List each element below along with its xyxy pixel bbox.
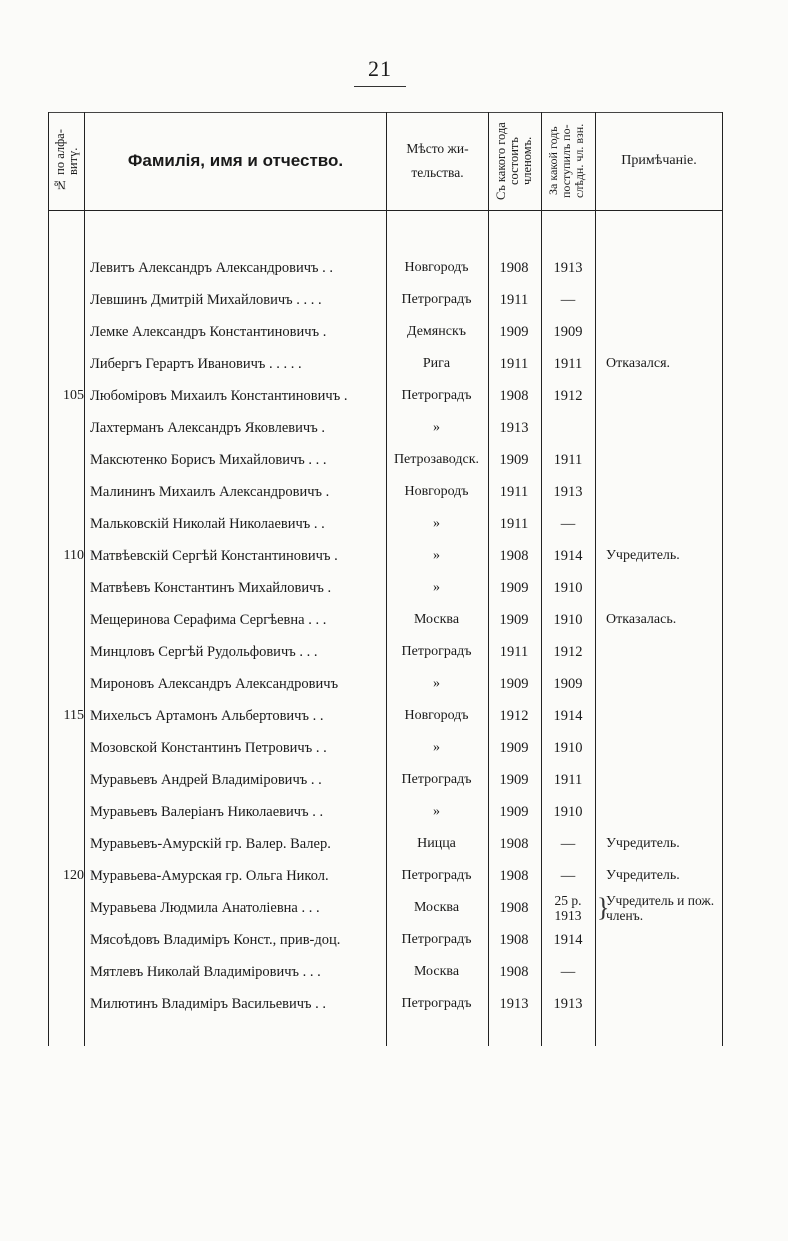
cell-fee: 1910 (553, 612, 583, 628)
cell-name: Муравьева Людмила Анатоліевна . . . (90, 900, 320, 916)
cell-place: Новгородъ (404, 708, 469, 723)
cell-place: Новгородъ (404, 484, 469, 499)
cell-fee: 1909 (553, 324, 583, 340)
cell-place: Петроградъ (401, 292, 472, 307)
cell-name: Муравьева-Амурская гр. Ольга Никол. (90, 868, 329, 884)
cell-name: Муравьевъ Андрей Владиміровичъ . . (90, 772, 322, 788)
header-note-label: Примѣчаніе. (621, 153, 697, 168)
cell-name: Минцловъ Сергѣй Рудольфовичъ . . . (90, 644, 318, 660)
cell-fee: 1913 (553, 260, 583, 276)
cell-name: Мещеринова Серафима Сергѣевна . . . (90, 612, 327, 628)
column-divider-right (722, 112, 723, 1046)
cell-since: 1908 (499, 964, 529, 980)
cell-fee: — (560, 516, 576, 532)
table-row (48, 604, 722, 636)
cell-name: Малининъ Михаилъ Александровичъ . (90, 484, 330, 500)
note-brace: } (597, 893, 610, 922)
table-row (48, 572, 722, 604)
header-number-label: № по алфа-витү. (52, 129, 80, 193)
cell-since: 1909 (499, 612, 529, 628)
cell-place: Петроградъ (401, 868, 472, 883)
table-row (48, 316, 722, 348)
table-row (48, 412, 722, 444)
cell-name: Левитъ Александръ Александровичъ . . (90, 260, 334, 276)
cell-fee: 25 р. 1913 (554, 893, 582, 923)
cell-since: 1911 (499, 644, 529, 660)
cell-fee: 1913 (553, 484, 583, 500)
cell-num: 120 (63, 868, 84, 883)
cell-place: » (433, 420, 440, 435)
cell-num: 115 (63, 708, 84, 723)
cell-place: » (433, 548, 440, 563)
table-row (48, 828, 722, 860)
table-row (48, 508, 722, 540)
cell-place: » (433, 580, 440, 595)
cell-name: Матвѣевъ Константинъ Михайловичъ . (90, 580, 332, 596)
table-row (48, 700, 722, 732)
cell-place: Петроградъ (401, 932, 472, 947)
cell-name: Максютенко Борисъ Михайловичъ . . . (90, 452, 327, 468)
cell-place: Петроградъ (401, 996, 472, 1011)
cell-place: Демянскъ (407, 324, 466, 339)
table-row (48, 732, 722, 764)
cell-fee: — (560, 868, 576, 884)
cell-since: 1909 (499, 804, 529, 820)
cell-name: Мятлевъ Николай Владиміровичъ . . . (90, 964, 321, 980)
cell-since: 1911 (499, 356, 529, 372)
cell-name: Мальковскій Николай Николаевичъ . . (90, 516, 325, 532)
table-row (48, 636, 722, 668)
cell-since: 1911 (499, 516, 529, 532)
cell-name: Лахтерманъ Александръ Яковлевичъ . (90, 420, 325, 436)
cell-place: » (433, 804, 440, 819)
cell-since: 1908 (499, 548, 529, 564)
cell-since: 1909 (499, 740, 529, 756)
cell-place: Петроградъ (401, 772, 472, 787)
cell-since: 1911 (499, 292, 529, 308)
table-row (48, 924, 722, 956)
cell-since: 1909 (499, 676, 529, 692)
header-fee-year (542, 112, 595, 210)
cell-since: 1908 (499, 836, 529, 852)
cell-place: Новгородъ (404, 260, 469, 275)
table-row (48, 668, 722, 700)
cell-place: » (433, 740, 440, 755)
cell-num: 105 (63, 388, 84, 403)
cell-since: 1909 (499, 580, 529, 596)
header-number (49, 112, 84, 210)
cell-fee: — (560, 964, 576, 980)
cell-since: 1909 (499, 452, 529, 468)
cell-fee: 1914 (553, 932, 583, 948)
cell-note: Отказался. (606, 356, 671, 371)
cell-since: 1908 (499, 932, 529, 948)
cell-fee: 1911 (553, 452, 583, 468)
cell-note: Учредитель и пож. членъ. (606, 893, 715, 923)
cell-name: Мозовской Константинъ Петровичъ . . (90, 740, 327, 756)
cell-note: Учредитель. (606, 868, 680, 883)
cell-place: Ницца (417, 836, 456, 851)
cell-fee: 1911 (553, 356, 583, 372)
cell-fee: 1910 (553, 740, 583, 756)
cell-since: 1913 (499, 420, 529, 436)
table-row (48, 540, 722, 572)
cell-fee: 1910 (553, 804, 583, 820)
header-note (596, 112, 722, 210)
cell-since: 1909 (499, 324, 529, 340)
cell-fee: — (560, 292, 576, 308)
table-row (48, 956, 722, 988)
table-row (48, 348, 722, 380)
table-row (48, 796, 722, 828)
cell-name: Мироновъ Александръ Александровичъ (90, 676, 339, 692)
cell-name: Муравьевъ-Амурскій гр. Валер. Валер. (90, 836, 331, 852)
table-row (48, 284, 722, 316)
member-register-table (48, 112, 722, 1046)
cell-place: Рига (422, 356, 451, 371)
table-row (48, 860, 722, 892)
cell-place: Москва (413, 612, 460, 627)
cell-since: 1911 (499, 484, 529, 500)
cell-fee: 1913 (553, 996, 583, 1012)
cell-place: Петрозаводск. (393, 452, 480, 467)
header-residence-label: Мѣсто жи-тельства. (406, 141, 469, 180)
table-row (48, 892, 722, 924)
cell-place: Петроградъ (401, 644, 472, 659)
cell-fee: — (560, 836, 576, 852)
cell-name: Любоміровъ Михаилъ Константиновичъ . (90, 388, 348, 404)
cell-place: Москва (413, 900, 460, 915)
cell-since: 1908 (499, 900, 529, 916)
cell-fee: 1912 (553, 644, 583, 660)
table-row (48, 444, 722, 476)
cell-place: Петроградъ (401, 388, 472, 403)
cell-name: Левшинъ Дмитрій Михайловичъ . . . . (90, 292, 322, 308)
cell-name: Милютинъ Владиміръ Васильевичъ . . (90, 996, 327, 1012)
cell-since: 1912 (499, 708, 529, 724)
cell-fee: 1910 (553, 580, 583, 596)
cell-place: » (433, 676, 440, 691)
page-number-rule (354, 86, 406, 87)
header-name (85, 112, 386, 210)
header-member-since (489, 112, 541, 210)
cell-note: Учредитель. (606, 836, 680, 851)
cell-fee: 1914 (553, 548, 583, 564)
table-row (48, 252, 722, 284)
cell-since: 1908 (499, 868, 529, 884)
cell-fee: 1912 (553, 388, 583, 404)
cell-name: Муравьевъ Валеріанъ Николаевичъ . . (90, 804, 324, 820)
page-number: 21 (368, 56, 392, 81)
header-bottom-rule (48, 210, 722, 211)
table-row (48, 764, 722, 796)
header-member-since-label: Съ какого года состоитъ членомъ. (494, 122, 534, 200)
cell-num: 110 (63, 548, 84, 563)
cell-name: Матвѣевскій Сергѣй Константиновичъ . (90, 548, 338, 564)
cell-fee: 1909 (553, 676, 583, 692)
cell-since: 1909 (499, 772, 529, 788)
cell-place: » (433, 516, 440, 531)
header-residence (387, 112, 488, 210)
cell-since: 1908 (499, 260, 529, 276)
cell-name: Мясоѣдовъ Владиміръ Конст., прив-доц. (90, 932, 341, 948)
cell-name: Либергъ Герартъ Ивановичъ . . . . . (90, 356, 302, 372)
header-fee-year-label: За какой годъ поступилъ по-слѣдн. чл. взн. (545, 123, 586, 199)
cell-fee: 1914 (553, 708, 583, 724)
cell-since: 1908 (499, 388, 529, 404)
cell-note: Отказалась. (606, 612, 677, 627)
cell-since: 1913 (499, 996, 529, 1012)
header-name-label: Фамилія, имя и отчество. (127, 151, 344, 170)
cell-fee: 1911 (553, 772, 583, 788)
cell-name: Михельсъ Артамонъ Альбертовичъ . . (90, 708, 324, 724)
cell-place: Москва (413, 964, 460, 979)
cell-name: Лемке Александръ Константиновичъ . (90, 324, 327, 340)
table-row (48, 380, 722, 412)
table-row (48, 476, 722, 508)
cell-note: Учредитель. (606, 548, 680, 563)
table-row (48, 988, 722, 1020)
